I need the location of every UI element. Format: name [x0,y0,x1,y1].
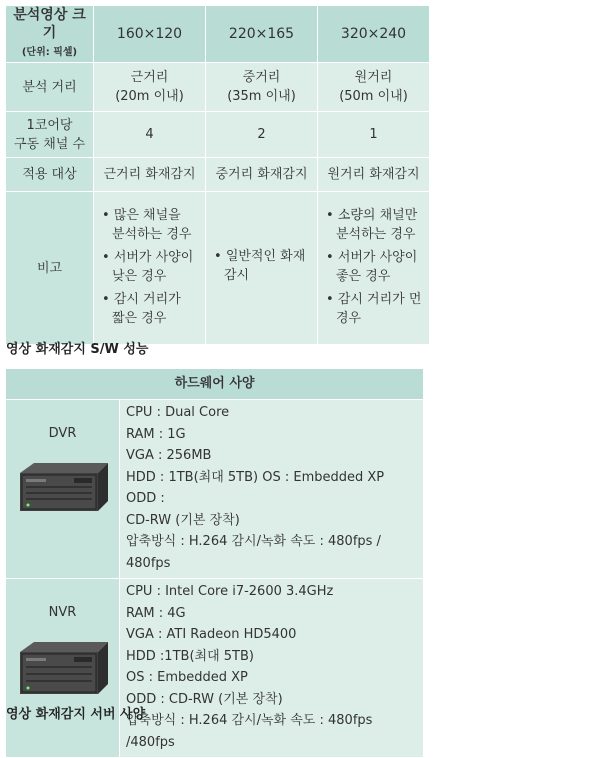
sw-performance-table [5,5,430,345]
cell-text: 중거리 [242,70,281,85]
note-item: • 많은 채널을 분석하는 경우 [102,206,199,244]
spec-line: 압축방식 : H.264 감시/녹화 속도 : 480fps /480fps [126,713,373,750]
table-cell [94,63,206,112]
table-cell: 1 [318,112,430,158]
spec-line: HDD : 1TB(최대 5TB) OS : Embedded XP ODD : CD-RW (기본 장착) [126,469,385,528]
device-cell [6,400,120,579]
header-label-cell [6,6,94,63]
spec-line: RAM : 4G [126,605,186,621]
spec-line: VGA : ATI Radeon HD5400 [126,627,297,642]
spec-cell [120,579,424,758]
cell-text: 원거리 [354,70,393,85]
table-cell: 중거리 화재감지 [206,158,318,192]
header-col-1: 160×120 [94,6,206,63]
spec-line: CPU : Intel Core i7-2600 3.4GHz [126,584,334,599]
table-row [6,112,430,158]
spec-cell [120,400,424,579]
note-item: • 감시 거리가 짧은 경우 [102,290,199,328]
table-cell: 2 [206,112,318,158]
cell-text: (35m 이내) [227,89,296,104]
table-cell: 근거리 화재감지 [94,158,206,192]
spec-line: 압축방식 : H.264 감시/녹화 속도 : 480fps / 480fps [126,534,381,571]
row-label: 분석 거리 [6,63,94,112]
spec-line: CPU : Dual Core [126,405,230,420]
table-cell: 4 [94,112,206,158]
table-row [6,63,430,112]
table-header-row [6,6,430,63]
table-cell [206,63,318,112]
notes-cell-2 [206,192,318,345]
note-item: • 소량의 채널만 분석하는 경우 [326,206,423,244]
notes-cell-1 [94,192,206,345]
device-row-nvr [6,579,424,758]
spec-line: VGA : 256MB [126,448,212,463]
spec-line: RAM : 1G [126,426,186,442]
row-label: 적용 대상 [6,158,94,192]
cell-text: 근거리 [130,70,169,85]
note-item: • 서버가 사양이 좋은 경우 [326,248,423,286]
hardware-spec-table [5,368,424,758]
header-col-3: 320×240 [318,6,430,63]
header-label-sub: (단위: 픽셀) [21,47,78,58]
cell-text: 구동 채널 수 [13,136,86,152]
nvr-server-image [14,638,112,698]
table-cell [318,63,430,112]
hardware-header: 하드웨어 사양 [6,369,424,400]
device-name: NVR [48,605,77,620]
notes-cell-3 [318,192,430,345]
spec-line: HDD :1TB(최대 5TB) [126,648,254,664]
header-col-2: 220×165 [206,6,318,63]
device-row-dvr [6,400,424,579]
table-header-row [6,369,424,400]
cell-text: (50m 이내) [339,89,408,104]
spec-line: OS : Embedded XP [126,670,248,685]
table-row [6,158,430,192]
device-name: DVR [48,426,77,441]
note-item: • 서버가 사양이 낮은 경우 [102,248,199,286]
row-label [6,112,94,158]
device-cell [6,579,120,758]
spec-line: ODD : CD-RW (기본 장착) [126,691,283,707]
note-item: • 감시 거리가 먼 경우 [326,290,423,328]
sw-performance-caption: 영상 화재감지 S/W 성능 [6,342,149,357]
note-item: • 일반적인 화재 감시 [214,247,311,285]
cell-text: (20m 이내) [115,89,184,104]
notes-row [6,192,430,345]
header-label-main: 분석영상 크기 [13,7,86,41]
table-cell: 원거리 화재감지 [318,158,430,192]
row-label: 비고 [6,192,94,345]
cell-text: 1코어당 [26,117,73,133]
dvr-server-image [14,459,112,515]
server-spec-caption: 영상 화재감지 서버 사양 [6,707,146,722]
